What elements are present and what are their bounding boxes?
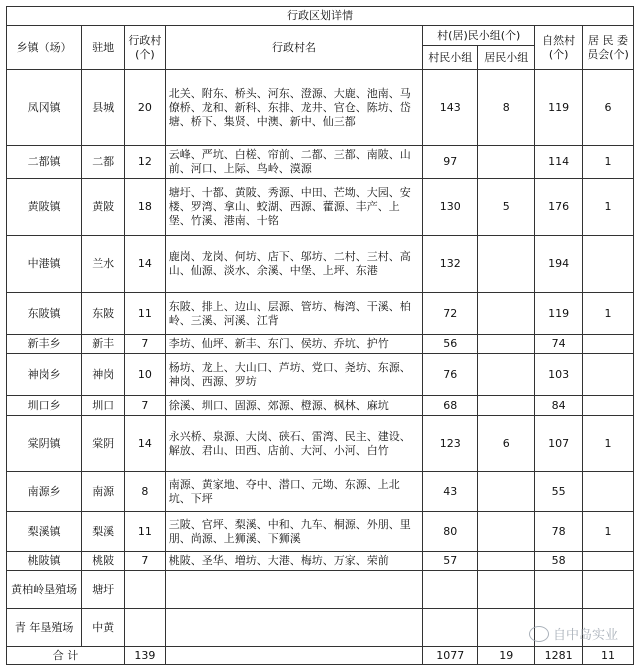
cell-villager: 80: [423, 512, 478, 552]
cell-count: 10: [125, 354, 166, 396]
cell-committee: 1: [583, 179, 634, 236]
cell-committee: 6: [583, 70, 634, 146]
cell-resident: [478, 236, 535, 293]
cell-names: [165, 609, 423, 647]
cell-names: 杨坊、龙上、大山口、芦坊、党口、尧坊、东源、神岗、西源、罗坊: [165, 354, 423, 396]
cell-seat: 桃陂: [82, 552, 125, 571]
table-title: 行政区划详情: [7, 7, 634, 26]
cell-count: 14: [125, 236, 166, 293]
cell-resident: [478, 472, 535, 512]
cell-names: 北关、附东、桥头、河东、澄源、大鹿、池南、马僚桥、龙和、新科、东排、龙井、官仓、陈坊、岱塘、桥下、集贤、中澳、新中、仙三都: [165, 70, 423, 146]
cell-count: 8: [125, 472, 166, 512]
total-label: 合 计: [7, 647, 125, 665]
cell-natural: 58: [535, 552, 583, 571]
table-row: [7, 146, 634, 179]
cell-seat: 县城: [82, 70, 125, 146]
cell-resident: [478, 396, 535, 416]
cell-villager: 143: [423, 70, 478, 146]
cell-count: 7: [125, 396, 166, 416]
cell-natural: 74: [535, 335, 583, 354]
cell-villager: 130: [423, 179, 478, 236]
table-row: [7, 179, 634, 236]
cell-seat: 塘圩: [82, 571, 125, 609]
cell-natural: 119: [535, 293, 583, 335]
cell-town: 神岗乡: [7, 354, 82, 396]
cell-seat: 南源: [82, 472, 125, 512]
table-row: [7, 472, 634, 512]
cell-town: 东陂镇: [7, 293, 82, 335]
table-row: [7, 571, 634, 609]
cell-seat: 中黄: [82, 609, 125, 647]
cell-natural: 194: [535, 236, 583, 293]
cell-town: 黄柏岭垦殖场: [7, 571, 82, 609]
cell-resident: 8: [478, 70, 535, 146]
cell-resident: [478, 335, 535, 354]
cell-count: 18: [125, 179, 166, 236]
header-resident-group: 居民小组: [478, 46, 535, 70]
cell-villager: 43: [423, 472, 478, 512]
cell-committee: [583, 236, 634, 293]
cell-natural: 55: [535, 472, 583, 512]
cell-town: 圳口乡: [7, 396, 82, 416]
cell-villager: 76: [423, 354, 478, 396]
header-township: 乡镇（场）: [7, 26, 82, 70]
cell-villager: 97: [423, 146, 478, 179]
cell-names: 东陂、排上、边山、层源、管坊、梅湾、干溪、柏岭、三溪、河溪、江背: [165, 293, 423, 335]
cell-natural: [535, 571, 583, 609]
cell-resident: [478, 609, 535, 647]
cell-natural: 176: [535, 179, 583, 236]
cell-names: 南源、黄家地、夺中、潜口、元坳、东源、上北坑、下坪: [165, 472, 423, 512]
cell-names: 三陂、官坪、梨溪、中和、九车、桐源、外朋、里朋、尚源、上狮溪、下狮溪: [165, 512, 423, 552]
cell-villager: [423, 609, 478, 647]
cell-count: [125, 571, 166, 609]
cell-town: 南源乡: [7, 472, 82, 512]
cell-committee: 1: [583, 512, 634, 552]
cell-natural: 119: [535, 70, 583, 146]
cell-villager: 68: [423, 396, 478, 416]
cell-villager: 56: [423, 335, 478, 354]
table-row: [7, 512, 634, 552]
total-row: [7, 647, 634, 665]
header-resident-committee: 居 民 委员会(个): [583, 26, 634, 70]
table-row: [7, 396, 634, 416]
header-seat: 驻地: [82, 26, 125, 70]
table-row: [7, 552, 634, 571]
cell-villager: 72: [423, 293, 478, 335]
cell-committee: [583, 335, 634, 354]
cell-committee: 1: [583, 293, 634, 335]
table-row: [7, 293, 634, 335]
total-resident: 19: [478, 647, 535, 665]
cell-names: 云峰、严坑、白槎、帘前、二都、三都、南陂、山前、河口、上际、鸟岭、漠源: [165, 146, 423, 179]
cell-count: 11: [125, 512, 166, 552]
cell-seat: 新丰: [82, 335, 125, 354]
total-committee: 11: [583, 647, 634, 665]
cell-count: 7: [125, 552, 166, 571]
cell-town: 凤冈镇: [7, 70, 82, 146]
cell-names: 李坊、仙坪、新丰、东门、侯坊、乔坑、护竹: [165, 335, 423, 354]
header-admin-village-names: 行政村名: [165, 26, 423, 70]
cell-villager: [423, 571, 478, 609]
cell-resident: 5: [478, 179, 535, 236]
cell-seat: 黄陂: [82, 179, 125, 236]
cell-count: 20: [125, 70, 166, 146]
total-count: 139: [125, 647, 166, 665]
cell-names: 永兴桥、泉源、大岗、硖石、雷湾、民主、建设、解放、君山、田西、店前、大河、小河、白竹: [165, 416, 423, 472]
cell-seat: 兰水: [82, 236, 125, 293]
cell-villager: 57: [423, 552, 478, 571]
table-row: [7, 70, 634, 146]
cell-names: [165, 571, 423, 609]
cell-town: 黄陂镇: [7, 179, 82, 236]
cell-seat: 棠阴: [82, 416, 125, 472]
total-empty: [165, 647, 423, 665]
cell-natural: 107: [535, 416, 583, 472]
total-villager: 1077: [423, 647, 478, 665]
cell-town: 桃陂镇: [7, 552, 82, 571]
header-natural-village: 自然村(个): [535, 26, 583, 70]
cell-count: 14: [125, 416, 166, 472]
cell-seat: 东陂: [82, 293, 125, 335]
watermark: [529, 624, 618, 643]
cell-resident: [478, 354, 535, 396]
cell-seat: 神岗: [82, 354, 125, 396]
cell-count: 7: [125, 335, 166, 354]
cell-resident: 6: [478, 416, 535, 472]
cell-resident: [478, 552, 535, 571]
cell-committee: [583, 571, 634, 609]
table-row: [7, 354, 634, 396]
cell-committee: 1: [583, 146, 634, 179]
cell-resident: [478, 512, 535, 552]
total-natural: 1281: [535, 647, 583, 665]
cell-committee: [583, 354, 634, 396]
cell-natural: 103: [535, 354, 583, 396]
cell-natural: 84: [535, 396, 583, 416]
cell-resident: [478, 293, 535, 335]
header-group-parent: 村(居)民小组(个): [423, 26, 535, 46]
cell-town: 梨溪镇: [7, 512, 82, 552]
division-table: [6, 6, 634, 665]
table-row: [7, 335, 634, 354]
cell-resident: [478, 571, 535, 609]
watermark-text: 自中岛实业: [552, 628, 618, 643]
table-row: [7, 416, 634, 472]
cell-town: 二都镇: [7, 146, 82, 179]
cell-natural: 114: [535, 146, 583, 179]
cell-villager: 132: [423, 236, 478, 293]
table-row: [7, 236, 634, 293]
cell-seat: 梨溪: [82, 512, 125, 552]
cell-seat: 圳口: [82, 396, 125, 416]
cell-committee: [583, 396, 634, 416]
header-admin-village-count: 行政村(个): [125, 26, 166, 70]
cell-committee: 1: [583, 416, 634, 472]
header-villager-group: 村民小组: [423, 46, 478, 70]
cell-count: 12: [125, 146, 166, 179]
cell-town: 青 年垦殖场: [7, 609, 82, 647]
cell-town: 棠阴镇: [7, 416, 82, 472]
cell-villager: 123: [423, 416, 478, 472]
cell-natural: 78: [535, 512, 583, 552]
cell-resident: [478, 146, 535, 179]
wechat-icon: [529, 626, 549, 642]
cell-names: 塘圩、十都、黄陂、秀源、中田、芒坳、大园、安楼、罗湾、拿山、蛟湖、西源、藿源、丰产、上堡、竹溪、港南、十铭: [165, 179, 423, 236]
cell-count: 11: [125, 293, 166, 335]
cell-town: 中港镇: [7, 236, 82, 293]
cell-committee: [583, 472, 634, 512]
cell-town: 新丰乡: [7, 335, 82, 354]
cell-names: 鹿岗、龙岗、何坊、店下、邬坊、二村、三村、高山、仙源、淡水、余溪、中堡、上坪、东港: [165, 236, 423, 293]
cell-seat: 二都: [82, 146, 125, 179]
cell-names: 桃陂、圣华、増坊、大港、梅坊、万家、荣前: [165, 552, 423, 571]
cell-committee: [583, 552, 634, 571]
cell-count: [125, 609, 166, 647]
cell-names: 徐溪、圳口、固源、郊源、橙源、枫林、麻坑: [165, 396, 423, 416]
